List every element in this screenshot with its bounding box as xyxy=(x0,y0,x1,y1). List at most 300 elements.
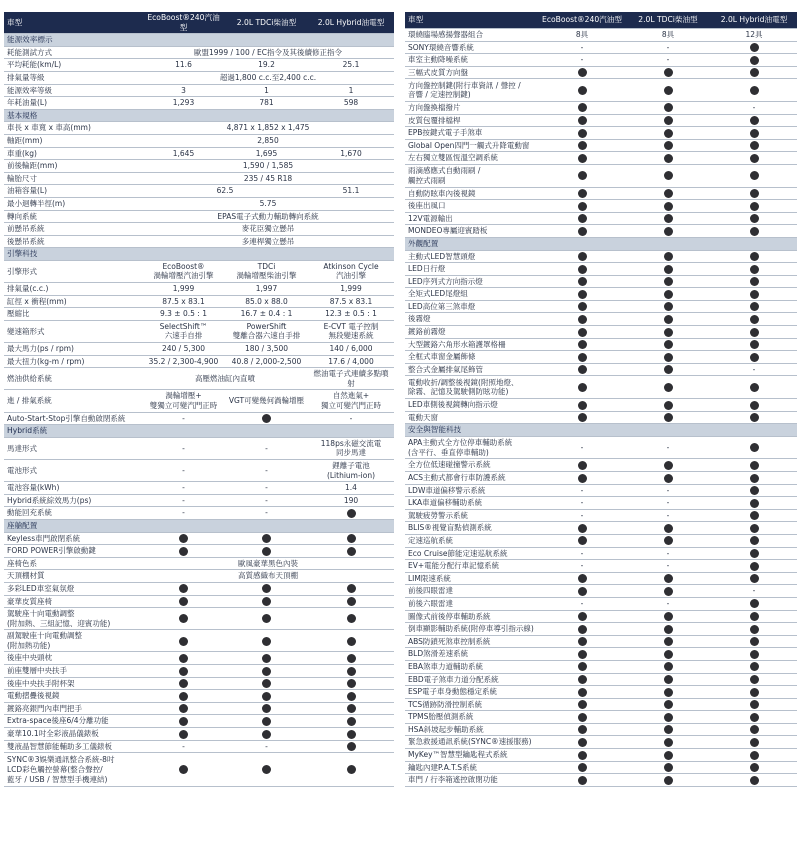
row-value xyxy=(539,351,625,364)
row-label: LIM限速系統 xyxy=(405,572,539,585)
row-value: 235 / 45 R18 xyxy=(142,172,394,185)
table-row xyxy=(4,134,394,147)
equipped-dot-icon xyxy=(664,171,673,180)
table-row xyxy=(405,376,797,399)
row-value: 87.5 x 83.1 xyxy=(142,295,225,308)
row-label: ABS防鎖死煞車控制系統 xyxy=(405,635,539,648)
row-value xyxy=(711,41,797,54)
table-row xyxy=(4,160,394,173)
row-value xyxy=(539,139,625,152)
row-label: Keyless車門啟閉系統 xyxy=(4,532,142,545)
equipped-dot-icon xyxy=(750,413,759,422)
row-label: SYNC®3娛樂通訊整合系統-8吋 LCD彩色觸控螢幕(整合聲控/ 藍牙 / USB / 智慧型手機連結) xyxy=(4,753,142,787)
equipped-dot-icon xyxy=(578,315,587,324)
table-row xyxy=(405,436,797,459)
header-ecoboost: EcoBoost®240汽油型 xyxy=(142,12,225,34)
table-row xyxy=(405,660,797,673)
row-value: - xyxy=(142,437,225,459)
table-row xyxy=(4,97,394,110)
equipped-dot-icon xyxy=(664,141,673,150)
table-row xyxy=(405,152,797,165)
row-value xyxy=(308,690,394,703)
row-value xyxy=(308,582,394,595)
row-value xyxy=(539,534,625,547)
equipped-dot-icon xyxy=(262,730,271,739)
row-label: 緊急救援通訊系統(SYNC®速援服務) xyxy=(405,736,539,749)
row-value: 85.0 x 88.0 xyxy=(225,295,308,308)
row-value xyxy=(625,648,711,661)
row-value xyxy=(225,677,308,690)
row-value xyxy=(308,507,394,520)
row-value: TDCi 渦輪增壓柴油引擎 xyxy=(225,260,308,282)
row-value xyxy=(625,300,711,313)
row-value xyxy=(711,326,797,339)
table-row xyxy=(4,390,394,412)
row-value xyxy=(625,673,711,686)
equipped-dot-icon xyxy=(750,141,759,150)
row-value xyxy=(142,665,225,678)
row-value: 渦輪增壓+ 雙獨立可變汽門正時 xyxy=(142,390,225,412)
equipped-dot-icon xyxy=(750,302,759,311)
equipped-dot-icon xyxy=(578,725,587,734)
row-value xyxy=(225,753,308,787)
row-value xyxy=(625,200,711,213)
row-value: 12具 xyxy=(711,29,797,42)
row-label: 馬達形式 xyxy=(4,437,142,459)
row-label: EPB按鍵式電子手煞車 xyxy=(405,127,539,140)
row-value: 11.6 xyxy=(142,59,225,72)
equipped-dot-icon xyxy=(179,730,188,739)
row-label: 進 / 排氣系統 xyxy=(4,390,142,412)
row-value xyxy=(539,711,625,724)
row-value xyxy=(625,711,711,724)
row-label: 方向盤控制鍵(附行車資訊 / 聲控 / 音響 / 定速控制鍵) xyxy=(405,79,539,102)
equipped-dot-icon xyxy=(347,717,356,726)
row-value xyxy=(308,532,394,545)
row-value xyxy=(308,753,394,787)
row-label: ESP電子車身動態穩定系統 xyxy=(405,686,539,699)
equipped-dot-icon xyxy=(179,597,188,606)
row-label: LED序列式方向指示燈 xyxy=(405,275,539,288)
equipped-dot-icon xyxy=(578,763,587,772)
equipped-dot-icon xyxy=(578,290,587,299)
row-label: 雨滴感應式自動雨刷 / 觸控式雨刷 xyxy=(405,164,539,187)
row-label: 副駕駛座十向電動調整 (附加熱功能) xyxy=(4,630,142,652)
row-value xyxy=(539,152,625,165)
row-label: MyKey™智慧型鑰匙程式系統 xyxy=(405,749,539,762)
row-value xyxy=(539,101,625,114)
row-value xyxy=(711,313,797,326)
row-value xyxy=(711,187,797,200)
row-label: 最大馬力(ps / rpm) xyxy=(4,343,142,356)
row-value: - xyxy=(539,597,625,610)
row-value: - xyxy=(142,412,225,425)
table-row xyxy=(405,139,797,152)
row-label: ACS主動式都會行車防護系統 xyxy=(405,472,539,485)
table-row xyxy=(4,185,394,198)
table-row xyxy=(405,164,797,187)
equipped-dot-icon xyxy=(750,700,759,709)
row-label: 燃油供給系統 xyxy=(4,368,142,390)
section-header xyxy=(405,424,797,437)
row-value xyxy=(711,376,797,399)
row-label: 駕駛座十向電動調整 (附加熱、三組記憶、迎賓功能) xyxy=(4,608,142,630)
row-value: 歐盟1999 / 100 / EC指令及其後續修正指令 xyxy=(142,46,394,59)
row-value xyxy=(711,610,797,623)
spec-table-right xyxy=(405,12,797,787)
table-row xyxy=(405,79,797,102)
row-value xyxy=(539,114,625,127)
row-value: 8具 xyxy=(625,29,711,42)
table-row xyxy=(4,494,394,507)
row-value xyxy=(308,665,394,678)
row-label: 主動式LED智慧頭燈 xyxy=(405,250,539,263)
table-row xyxy=(4,368,394,390)
row-value xyxy=(625,623,711,636)
row-label: 油箱容量(L) xyxy=(4,185,142,198)
table-row xyxy=(4,197,394,210)
equipped-dot-icon xyxy=(578,252,587,261)
table-row xyxy=(405,101,797,114)
equipped-dot-icon xyxy=(750,116,759,125)
table-row xyxy=(4,147,394,160)
row-value xyxy=(539,723,625,736)
row-value xyxy=(711,635,797,648)
equipped-dot-icon xyxy=(262,584,271,593)
row-value: - xyxy=(308,412,394,425)
equipped-dot-icon xyxy=(750,688,759,697)
equipped-dot-icon xyxy=(664,700,673,709)
table-row xyxy=(4,482,394,495)
equipped-dot-icon xyxy=(347,547,356,556)
row-value xyxy=(625,187,711,200)
equipped-dot-icon xyxy=(664,116,673,125)
row-value: - xyxy=(539,436,625,459)
row-value xyxy=(539,399,625,412)
equipped-dot-icon xyxy=(578,474,587,483)
row-label: 軸距(mm) xyxy=(4,134,142,147)
row-value xyxy=(711,338,797,351)
equipped-dot-icon xyxy=(750,56,759,65)
row-value xyxy=(711,698,797,711)
equipped-dot-icon xyxy=(179,765,188,774)
equipped-dot-icon xyxy=(664,763,673,772)
row-value: 180 / 3,500 xyxy=(225,343,308,356)
equipped-dot-icon xyxy=(664,474,673,483)
table-row xyxy=(4,283,394,296)
row-value xyxy=(711,288,797,301)
table-row xyxy=(4,355,394,368)
row-label: 前座雙層中央扶手 xyxy=(4,665,142,678)
row-label: 車重(kg) xyxy=(4,147,142,160)
row-label: 電池形式 xyxy=(4,459,142,481)
row-value: - xyxy=(539,484,625,497)
row-label: 後座中央扶手附杯架 xyxy=(4,677,142,690)
equipped-dot-icon xyxy=(262,614,271,623)
equipped-dot-icon xyxy=(347,692,356,701)
equipped-dot-icon xyxy=(664,103,673,112)
row-label: 前懸吊系統 xyxy=(4,223,142,236)
row-value xyxy=(539,338,625,351)
table-row xyxy=(405,250,797,263)
table-row xyxy=(405,635,797,648)
equipped-dot-icon xyxy=(578,675,587,684)
equipped-dot-icon xyxy=(262,414,271,423)
row-value: - xyxy=(539,54,625,67)
row-value: 1,695 xyxy=(225,147,308,160)
row-value xyxy=(539,648,625,661)
equipped-dot-icon xyxy=(179,584,188,593)
equipped-dot-icon xyxy=(664,365,673,374)
row-value xyxy=(142,728,225,741)
row-value: 鋰離子電池 (Lithium-ion) xyxy=(308,459,394,481)
row-value xyxy=(225,715,308,728)
table-row xyxy=(4,652,394,665)
equipped-dot-icon xyxy=(578,751,587,760)
equipped-dot-icon xyxy=(750,252,759,261)
row-label: 定速巡航系統 xyxy=(405,534,539,547)
row-label: 前後四眼雷達 xyxy=(405,585,539,598)
table-row xyxy=(4,320,394,342)
equipped-dot-icon xyxy=(578,265,587,274)
row-value: - xyxy=(539,509,625,522)
row-value: 118ps永磁交流電 同步馬達 xyxy=(308,437,394,459)
equipped-dot-icon xyxy=(347,654,356,663)
equipped-dot-icon xyxy=(578,383,587,392)
equipped-dot-icon xyxy=(664,290,673,299)
row-value: 3 xyxy=(142,84,225,97)
table-row xyxy=(405,200,797,213)
row-value: - xyxy=(142,740,225,753)
row-value xyxy=(308,545,394,558)
row-value xyxy=(625,164,711,187)
equipped-dot-icon xyxy=(750,340,759,349)
row-value: 5.75 xyxy=(142,197,394,210)
row-value: 麥花臣獨立懸吊 xyxy=(142,223,394,236)
equipped-dot-icon xyxy=(262,692,271,701)
row-value xyxy=(711,761,797,774)
row-value xyxy=(539,522,625,535)
row-label: HSA斜坡起步輔助系統 xyxy=(405,723,539,736)
equipped-dot-icon xyxy=(750,763,759,772)
row-value xyxy=(711,263,797,276)
row-value: - xyxy=(625,484,711,497)
table-row xyxy=(405,411,797,424)
row-value xyxy=(225,412,308,425)
equipped-dot-icon xyxy=(347,597,356,606)
row-value xyxy=(225,630,308,652)
equipped-dot-icon xyxy=(664,574,673,583)
table-row xyxy=(4,728,394,741)
row-label: 座椅色系 xyxy=(4,557,142,570)
row-label: LED日行燈 xyxy=(405,263,539,276)
equipped-dot-icon xyxy=(750,599,759,608)
row-label: 最小迴轉半徑(m) xyxy=(4,197,142,210)
equipped-dot-icon xyxy=(750,129,759,138)
table-row xyxy=(4,343,394,356)
table-row xyxy=(405,29,797,42)
equipped-dot-icon xyxy=(750,675,759,684)
row-value xyxy=(308,702,394,715)
row-value xyxy=(711,534,797,547)
row-value: - xyxy=(625,497,711,510)
row-value xyxy=(711,152,797,165)
row-value xyxy=(711,200,797,213)
row-label: 自動防眩車內後視鏡 xyxy=(405,187,539,200)
table-row xyxy=(405,313,797,326)
row-value: 190 xyxy=(308,494,394,507)
section-header xyxy=(405,237,797,250)
equipped-dot-icon xyxy=(750,290,759,299)
row-value xyxy=(625,351,711,364)
equipped-dot-icon xyxy=(578,776,587,785)
equipped-dot-icon xyxy=(750,171,759,180)
table-row xyxy=(405,459,797,472)
row-value xyxy=(539,411,625,424)
equipped-dot-icon xyxy=(347,667,356,676)
row-value xyxy=(625,101,711,114)
row-value xyxy=(625,79,711,102)
row-value xyxy=(711,686,797,699)
row-value xyxy=(539,673,625,686)
row-label: 動能回充系統 xyxy=(4,507,142,520)
row-label: 年耗油量(L) xyxy=(4,97,142,110)
equipped-dot-icon xyxy=(664,612,673,621)
row-value xyxy=(225,532,308,545)
equipped-dot-icon xyxy=(179,654,188,663)
row-label: 輪胎尺寸 xyxy=(4,172,142,185)
equipped-dot-icon xyxy=(664,751,673,760)
row-label: 天頂棚材質 xyxy=(4,570,142,583)
row-value xyxy=(539,363,625,376)
header-model: 車型 xyxy=(405,12,539,29)
row-label: 電動摺疊後視鏡 xyxy=(4,690,142,703)
row-label: 引擎形式 xyxy=(4,260,142,282)
row-value xyxy=(625,114,711,127)
row-value: - xyxy=(625,41,711,54)
table-row xyxy=(405,723,797,736)
row-value xyxy=(711,472,797,485)
equipped-dot-icon xyxy=(750,650,759,659)
equipped-dot-icon xyxy=(750,68,759,77)
row-value xyxy=(625,288,711,301)
equipped-dot-icon xyxy=(750,524,759,533)
row-value xyxy=(625,635,711,648)
row-value xyxy=(539,263,625,276)
row-value xyxy=(711,711,797,724)
equipped-dot-icon xyxy=(347,765,356,774)
row-value: 51.1 xyxy=(308,185,394,198)
row-label: BLIS®視覺盲點偵測系統 xyxy=(405,522,539,535)
equipped-dot-icon xyxy=(750,751,759,760)
equipped-dot-icon xyxy=(578,86,587,95)
row-value xyxy=(711,459,797,472)
row-label: 車長 x 車寬 x 車高(mm) xyxy=(4,122,142,135)
row-label: 整合式金屬排氣尾飾管 xyxy=(405,363,539,376)
equipped-dot-icon xyxy=(750,536,759,545)
equipped-dot-icon xyxy=(578,574,587,583)
row-value xyxy=(711,54,797,67)
row-value xyxy=(711,522,797,535)
table-row xyxy=(4,545,394,558)
row-value: 8具 xyxy=(539,29,625,42)
row-value xyxy=(539,187,625,200)
row-value: 多連桿獨立懸吊 xyxy=(142,235,394,248)
row-value xyxy=(711,736,797,749)
equipped-dot-icon xyxy=(664,202,673,211)
equipped-dot-icon xyxy=(664,86,673,95)
row-label: 能源效率等級 xyxy=(4,84,142,97)
table-row xyxy=(405,547,797,560)
equipped-dot-icon xyxy=(347,614,356,623)
equipped-dot-icon xyxy=(179,679,188,688)
table-row xyxy=(405,534,797,547)
table-row xyxy=(4,570,394,583)
row-value: - xyxy=(142,494,225,507)
equipped-dot-icon xyxy=(578,612,587,621)
table-row xyxy=(405,711,797,724)
row-value xyxy=(539,572,625,585)
row-value: 4,871 x 1,852 x 1,475 xyxy=(142,122,394,135)
equipped-dot-icon xyxy=(750,461,759,470)
table-row xyxy=(405,363,797,376)
table-row xyxy=(405,187,797,200)
row-label: 平均耗能(km/L) xyxy=(4,59,142,72)
row-value: 1 xyxy=(308,84,394,97)
equipped-dot-icon xyxy=(664,383,673,392)
row-label: 前後六眼雷達 xyxy=(405,597,539,610)
row-label: FORD POWER引擎啟動鍵 xyxy=(4,545,142,558)
header-tdci: 2.0L TDCi柴油型 xyxy=(625,12,711,29)
row-value xyxy=(711,509,797,522)
equipped-dot-icon xyxy=(578,365,587,374)
row-label: EV+電能分配行車記憶系統 xyxy=(405,560,539,573)
row-value xyxy=(225,728,308,741)
table-row xyxy=(4,210,394,223)
row-label: 駕駛疲勞警示系統 xyxy=(405,509,539,522)
equipped-dot-icon xyxy=(664,227,673,236)
row-label: 轉向系統 xyxy=(4,210,142,223)
table-row xyxy=(4,677,394,690)
table-row xyxy=(4,557,394,570)
equipped-dot-icon xyxy=(664,302,673,311)
row-value xyxy=(539,761,625,774)
equipped-dot-icon xyxy=(578,154,587,163)
row-label: 全框式車窗金屬飾條 xyxy=(405,351,539,364)
table-row xyxy=(405,54,797,67)
table-row xyxy=(405,484,797,497)
row-value xyxy=(711,572,797,585)
row-value xyxy=(625,225,711,238)
row-value: - xyxy=(142,482,225,495)
row-label: TCS循跡防滑控制系統 xyxy=(405,698,539,711)
equipped-dot-icon xyxy=(664,252,673,261)
row-value xyxy=(625,723,711,736)
row-value: 1 xyxy=(225,84,308,97)
equipped-dot-icon xyxy=(750,738,759,747)
row-label: 鍍鉻亮銀門內車門把手 xyxy=(4,702,142,715)
table-row xyxy=(405,472,797,485)
equipped-dot-icon xyxy=(578,738,587,747)
row-value: 1,670 xyxy=(308,147,394,160)
section-title: 安全與智能科技 xyxy=(405,424,797,437)
row-value xyxy=(711,66,797,79)
table-row xyxy=(4,608,394,630)
table-row xyxy=(405,509,797,522)
row-value xyxy=(142,595,225,608)
equipped-dot-icon xyxy=(578,103,587,112)
equipped-dot-icon xyxy=(578,587,587,596)
